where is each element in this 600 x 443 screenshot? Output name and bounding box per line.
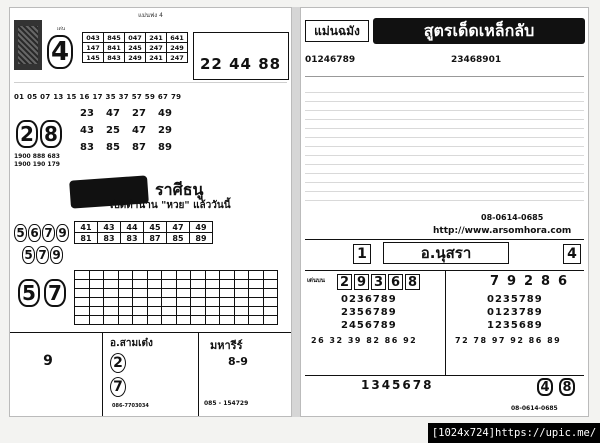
footer-big-number: 8-9 bbox=[228, 355, 248, 368]
left-table-label: เด่นบน bbox=[307, 277, 325, 284]
left-digit-box-2: 9 bbox=[354, 274, 369, 290]
right-digit-1: 7 bbox=[487, 274, 502, 290]
footer-phone-3: 085 - 154729 bbox=[204, 400, 249, 407]
right-title-banner: สูตรเด็ดเหล็กลับ bbox=[373, 18, 585, 44]
top-number-table: 043 845 047 241 641 147 841 245 247 249 145 843 249 241 247 bbox=[82, 32, 188, 63]
banner-subtitle: เปิดตำนาน "หวย" แล้ววันนี้ bbox=[110, 200, 231, 211]
mid-circle-1: 2 bbox=[16, 120, 38, 148]
page-gutter bbox=[292, 7, 300, 417]
bottom-sequence: 1345678 bbox=[361, 378, 434, 392]
sinh-circle-2: 6 bbox=[28, 224, 41, 242]
left-digit-box-1: 2 bbox=[337, 274, 352, 290]
website-url: http://www.arsomhora.com bbox=[433, 226, 572, 236]
mid-number-2: 1900 190 179 bbox=[14, 161, 60, 168]
row2-circle-1: 5 bbox=[22, 246, 35, 264]
pair-row-3: 83 85 87 89 bbox=[80, 142, 172, 153]
right-row-1: 0235789 bbox=[487, 294, 543, 305]
phone-number-2: 23468901 bbox=[451, 55, 502, 65]
banner-text bbox=[70, 183, 148, 188]
right-row-2: 0123789 bbox=[487, 307, 543, 318]
footer-digit-2: 2 bbox=[110, 353, 126, 373]
mid-number-1: 1900 888 683 bbox=[14, 153, 60, 160]
bottom-circle-2: 8 bbox=[559, 378, 575, 396]
banner-title: ราศีธนู bbox=[155, 180, 204, 199]
footer-phone-2: 086-7703034 bbox=[112, 403, 149, 409]
bottom-circle-1: 4 bbox=[537, 378, 553, 396]
bottom-left-circle-1: 5 bbox=[18, 279, 40, 307]
top-pairs-grid: 41 43 44 45 47 49 81 83 83 87 85 89 bbox=[74, 221, 213, 244]
right-box-numbers: 22 44 88 bbox=[200, 55, 282, 73]
number-grid bbox=[74, 270, 278, 325]
left-header-page: แม่นฟง 4 bbox=[138, 12, 163, 19]
phone-number-1: 01246789 bbox=[305, 55, 356, 65]
left-page bbox=[9, 7, 292, 417]
right-pairs: 72 78 97 92 86 89 bbox=[455, 336, 562, 345]
left-digit-box-5: 8 bbox=[405, 274, 420, 290]
bottom-left-circle-2: 7 bbox=[44, 279, 66, 307]
right-box-digit: 4 bbox=[563, 244, 581, 264]
footer-digit-3: 7 bbox=[110, 377, 126, 397]
left-row-3: 2456789 bbox=[341, 320, 397, 331]
footer-digit-1: 9 bbox=[40, 351, 56, 371]
pair-row-2: 43 25 47 29 bbox=[80, 125, 172, 136]
left-row-1: 0236789 bbox=[341, 294, 397, 305]
footer-title-2: อ.สามเต๋ง bbox=[110, 338, 153, 349]
row2-circle-2: 7 bbox=[36, 246, 49, 264]
footer-title-3: มหารีร์ bbox=[210, 339, 243, 352]
left-box-digit: 1 bbox=[353, 244, 371, 264]
right-row-3: 1235689 bbox=[487, 320, 543, 331]
pair-row-1: 23 47 27 49 bbox=[80, 108, 172, 119]
left-pairs: 26 32 39 82 86 92 bbox=[311, 336, 418, 345]
row2-circle-3: 9 bbox=[50, 246, 63, 264]
bottom-phone: 08-0614-0685 bbox=[511, 405, 558, 412]
sinh-circle-3: 7 bbox=[42, 224, 55, 242]
right-digit-5: 6 bbox=[555, 274, 570, 290]
brand-logo: แม่นฉมัง bbox=[305, 20, 369, 42]
right-digit-3: 2 bbox=[521, 274, 536, 290]
zodiac-illustration bbox=[14, 20, 42, 70]
mid-circle-2: 8 bbox=[40, 120, 62, 148]
top-circle-digit: 4 bbox=[47, 35, 73, 69]
sinh-circle-4: 9 bbox=[56, 224, 69, 242]
right-digit-2: 9 bbox=[504, 274, 519, 290]
center-box-title: อ.นุสรา bbox=[383, 242, 509, 264]
right-page bbox=[300, 7, 589, 417]
right-digit-4: 8 bbox=[538, 274, 553, 290]
top-circle-label: เด่น bbox=[56, 26, 66, 32]
sequence-line: 01 05 07 13 15 16 17 35 37 57 59 67 79 bbox=[14, 93, 182, 101]
left-row-2: 2356789 bbox=[341, 307, 397, 318]
sinh-circle-1: 5 bbox=[14, 224, 27, 242]
right-prediction-box bbox=[193, 32, 289, 80]
image-watermark: [1024x724]https://upic.me/ bbox=[428, 423, 600, 443]
left-page-header bbox=[14, 11, 287, 19]
phone-line-2: 08-0614-0685 bbox=[481, 213, 544, 222]
left-digit-box-3: 3 bbox=[371, 274, 386, 290]
left-footer-panel bbox=[10, 332, 291, 416]
left-digit-box-4: 6 bbox=[388, 274, 403, 290]
